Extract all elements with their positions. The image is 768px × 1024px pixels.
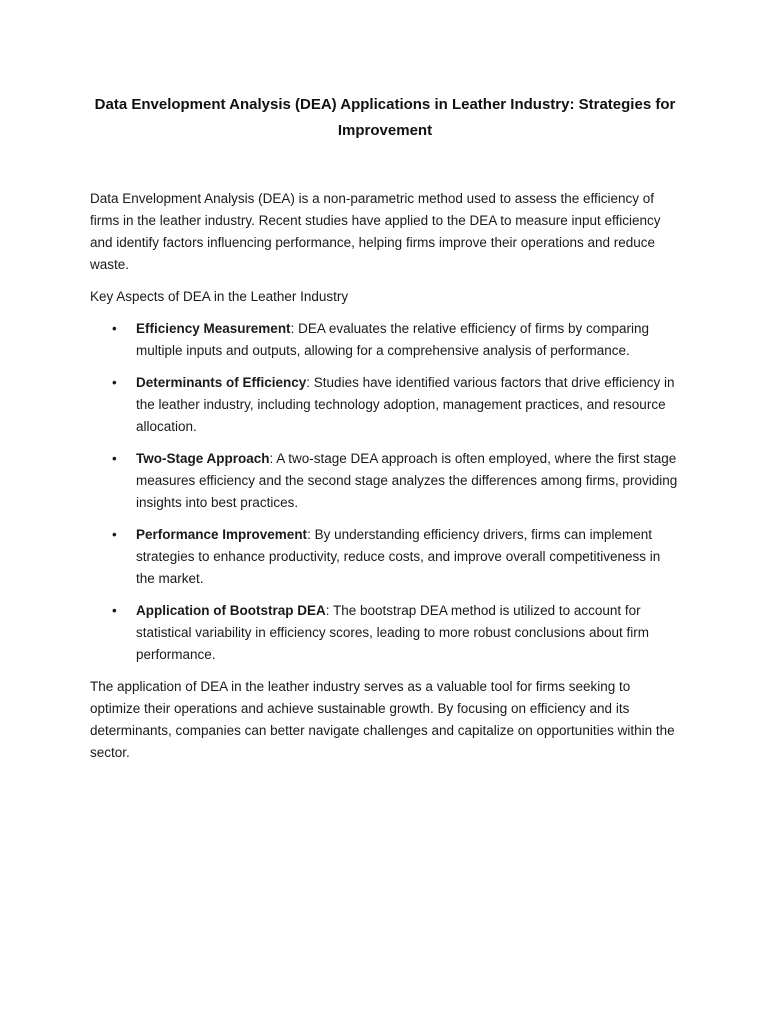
list-item [90,448,680,514]
conclusion-paragraph: The application of DEA in the leather industry serves as a valuable tool for firms seeking to optimize their operations and achieve sustainable growth. By focusing on efficiency and its determinants, companies can better navigate challenges and capitalize on opportunities within the sector. [90,679,675,760]
document-title: Data Envelopment Analysis (DEA) Applications in Leather Industry: Strategies for Improvement [94,96,676,139]
intro-paragraph: Data Envelopment Analysis (DEA) is a non-parametric method used to assess the efficiency of firms in the leather industry. Recent studies have applied to the DEA to measure input efficiency and identify factors influencing performance, helping firms improve their operations and reduce waste. [90,191,661,272]
bullet-text: : Studies have identified various factors that drive efficiency in the leather industry, including technology adoption, management practices, and resource allocation. [136,375,675,434]
bullet-term: Performance Improvement [136,527,308,542]
bullet-text: : A two-stage DEA approach is often employed, where the first stage measures efficiency and the second stage analyzes the differences among firms, providing insights into best practices. [136,451,678,510]
bullet-term: Efficiency Measurement [136,321,291,336]
list-item [90,600,680,666]
list-item [90,372,680,438]
bullet-text: : DEA evaluates the relative efficiency of firms by comparing multiple inputs and outputs, allowing for a comprehensive analysis of performance. [136,321,649,358]
bullet-icon: • [112,451,117,466]
bullet-term: Determinants of Efficiency [136,375,307,390]
bullet-icon: • [112,375,117,390]
key-aspects-list [90,318,680,666]
bullet-term: Two-Stage Approach [136,451,270,466]
bullet-term: Application of Bootstrap DEA [136,603,326,618]
bullet-text: : The bootstrap DEA method is utilized to account for statistical variability in efficiency scores, leading to more robust conclusions about firm performance. [136,603,649,662]
bullet-icon: • [112,321,117,336]
bullet-text: : By understanding efficiency drivers, firms can implement strategies to enhance productivity, reduce costs, and improve overall competitiveness in the market. [136,527,661,586]
list-item [90,524,680,590]
bullet-icon: • [112,527,117,542]
bullet-icon: • [112,603,117,618]
section-heading: Key Aspects of DEA in the Leather Industry [90,289,349,304]
list-item [90,318,680,362]
document-page [90,92,680,764]
